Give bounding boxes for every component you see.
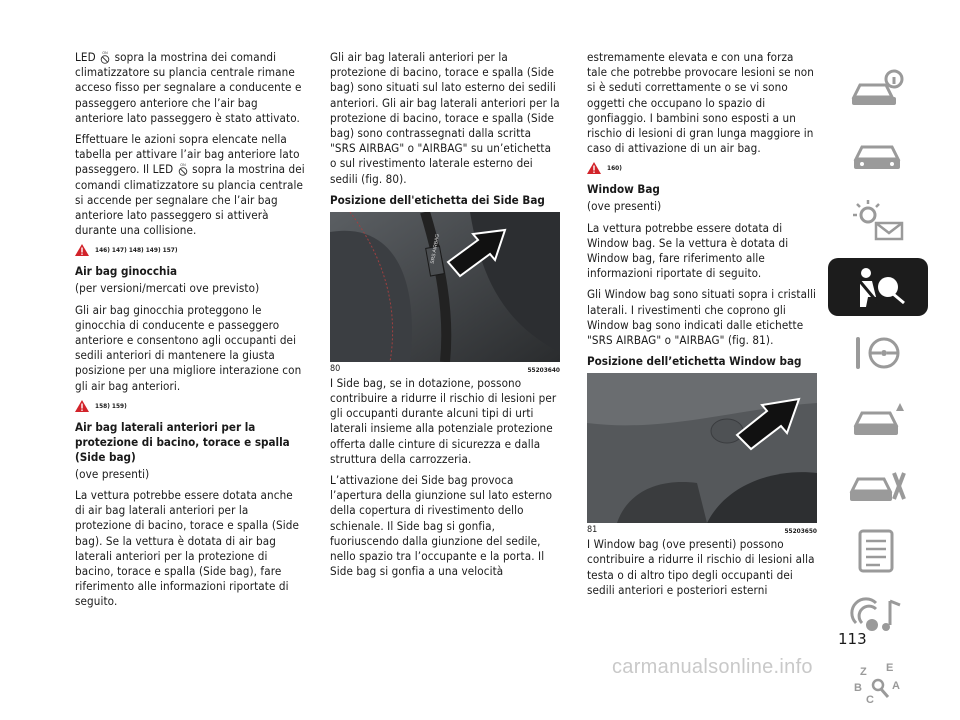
window-availability: (ove presenti) (587, 199, 662, 214)
text-actions: Effettuare le azioni sopra elencate nella tabella per attivare l’air bag anteriore lato passeggero. Il LED (75, 132, 300, 177)
chapter-sidebar (828, 60, 928, 720)
window-function-paragraph: I Window bag (ove presenti) possono contribuire a ridurre il rischio di lesioni alla testa o di altro tipo degli occupanti dei sedili anteriori e posteriori esterni (587, 537, 815, 597)
text-actions-desc: sopra la mostrina dei comandi climatizzatore su plancia centrale si accende per segnalare che l’air bag anteriore lato passeggero si attiverà durante una collisione. (75, 162, 305, 238)
warning-refs-2 (75, 400, 305, 412)
heading-side-bag: Air bag laterali anteriori per la protezione di bacino, torace e spalla (Side bag) (75, 419, 290, 464)
watermark: carmanualsonline.info (612, 656, 813, 678)
figure-number: 81 (587, 525, 598, 536)
warning-ref-links[interactable]: 146) 147) 148) 149) 157) (95, 246, 178, 255)
steering-wheel-icon (846, 329, 910, 377)
figure-80-image (330, 212, 560, 362)
figure-81-image (587, 373, 817, 523)
warning-triangle-icon (587, 162, 601, 174)
warning-ref-links[interactable]: 158) 159) (95, 401, 127, 410)
index-icon (846, 659, 910, 707)
column-middle (330, 50, 560, 585)
figure-80-caption (330, 364, 560, 374)
svg-text:C: C (866, 694, 874, 706)
tab-car-info[interactable] (828, 60, 928, 118)
tab-safety[interactable] (828, 258, 928, 316)
heading-window-label-position: Posizione dell’etichetta Window bag (587, 354, 802, 369)
led-paragraph-2 (75, 132, 305, 238)
svg-text:ON: ON (180, 163, 186, 168)
side-location-paragraph: Gli air bag laterali anteriori per la protezione di bacino, torace e spalla (Side bag) sono situati sul lato esterno dei sedili anteriori. Gli air bag laterali anteriori per la protezione di bacino, torace e spalla (Side bag) sono contrassegnati dalla scritta "SRS AIRBAG" o "AIRBAG" su un’etichetta o sul rivestimento laterale esterno dei sedili (fig. 80). (330, 50, 560, 186)
warning-triangle-icon (75, 244, 89, 256)
warning-refs-1 (75, 244, 305, 256)
figure-number: 80 (330, 363, 341, 374)
side-function-paragraph: I Side bag, se in dotazione, possono contribuire a ridurre il rischio di lesioni per gli occupanti durante alcuni tipi di urti laterali insieme alla potenziale protezione offerta dalle cinture di sicurezza e dalla struttura della carrozzeria. (330, 375, 557, 466)
tab-starting-driving[interactable] (828, 324, 928, 382)
tab-service[interactable] (828, 456, 928, 514)
figure-code: 55203640 (527, 365, 560, 374)
side-activation-paragraph: L’attivazione dei Side bag provoca l’apertura della giunzione sul lato esterno della copertura di rivestimento dello schienale. Il Side bag si gonfia, fuoriuscendo dalla giunzione del sedile, nello spazio tra l’occupante e la porta. Il Side bag si gonfia a una velocità (330, 473, 553, 579)
svg-text:SRS AIRBAG: SRS AIRBAG (429, 233, 441, 265)
car-service-icon (846, 461, 910, 509)
heading-side-label-position: Posizione dell'etichetta dei Side Bag (330, 192, 545, 207)
text-led: LED (75, 50, 96, 64)
warning-lights-icon (846, 197, 910, 245)
window-paragraph-2: Gli Window bag sono situati sopra i cristalli laterali. I rivestimenti che coprono gli Window bag sono indicati dalle etichette "SRS AIRBAG" o "AIRBAG" (fig. 81). (587, 287, 817, 348)
tab-emergency[interactable] (828, 390, 928, 448)
svg-text:Z: Z (860, 666, 867, 678)
tab-index[interactable] (828, 654, 928, 712)
side-paragraph: La vettura potrebbe essere dotata anche di air bag laterali anteriori per la protezione di bacino, torace e spalla (Side bag). Se la vettura è dotata di air bag laterali anteriori per la protezione di bacino, torace e spalla (Side bag), fare riferimento alle informazioni riportate di seguito. (75, 488, 299, 609)
svg-text:A: A (892, 680, 900, 692)
figure-81-caption (587, 525, 817, 535)
heading-knee-airbag: Air bag ginocchia (75, 264, 178, 279)
specs-list-icon (846, 527, 910, 575)
tab-warning-lights[interactable] (828, 192, 928, 250)
knee-paragraph: Gli air bag ginocchia proteggono le ginocchia di conducente e passeggero anteriore e consentono agli occupanti dei sedili anteriori di mantenere la giusta posizione per una migliore interazione con gli air bag anteriori. (75, 302, 302, 393)
force-paragraph: estremamente elevata e con una forza tale che potrebbe provocare lesioni se non si è seduti correttamente o se vi sono oggetti che occupano lo spazio di gonfiaggio. I bambini sono esposti a un rischio di lesioni di gran lunga maggiore in caso di attivazione di un air bag. (587, 50, 814, 156)
warning-triangle-icon (75, 400, 89, 412)
svg-text:ON: ON (102, 51, 108, 55)
car-dashboard-icon (846, 131, 910, 179)
column-left (75, 50, 305, 616)
figure-code: 55203650 (784, 527, 817, 536)
knee-availability: (per versioni/mercati ove previsto) (75, 281, 260, 296)
tab-specs[interactable] (828, 522, 928, 580)
side-availability: (ove presenti) (75, 466, 150, 481)
airbag-on-led-icon (99, 50, 111, 64)
airbag-on-led-icon (177, 162, 189, 176)
led-paragraph-1 (75, 50, 305, 126)
text-led-desc: sopra la mostrina dei comandi climatizzatore su plancia centrale rimane acceso fisso per segnalare a conducente e passeggero anteriore che l’air bag anteriore lato passeggero è stato attivato. (75, 50, 302, 125)
window-paragraph-1: La vettura potrebbe essere dotata di Window bag. Se la vettura è dotata di Window bag, fare riferimento alle informazioni riportate di seguito. (587, 220, 789, 281)
warning-ref-links[interactable]: 160) (607, 164, 622, 173)
page-number: 113 (838, 630, 867, 648)
tab-dashboard[interactable] (828, 126, 928, 184)
car-breakdown-icon (846, 395, 910, 443)
heading-window-bag: Window Bag (587, 182, 660, 197)
svg-text:E: E (886, 662, 894, 674)
column-right (587, 50, 817, 604)
airbag-safety-icon (846, 263, 910, 311)
svg-text:B: B (854, 682, 862, 694)
warning-refs-3 (587, 162, 817, 174)
car-info-icon (846, 65, 910, 113)
